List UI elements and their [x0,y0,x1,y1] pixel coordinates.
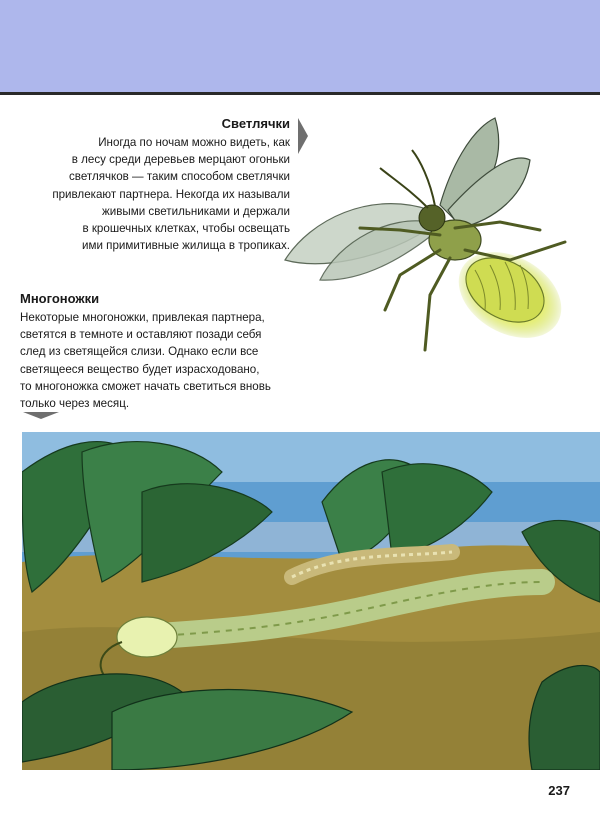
firefly-line: живыми светильниками и держали [102,204,290,218]
millipede-line: Некоторые многоножки, привлекая партнера, [20,311,265,324]
firefly-title: Светлячки [221,116,290,131]
firefly-line: Иногда по ночам можно видеть, как [98,136,290,149]
firefly-line: в крошечных клетках, чтобы освещать [82,222,290,236]
firefly-line: ими примитивные жилища в тропиках. [82,239,290,253]
firefly-section [28,116,290,254]
pointer-down-icon [23,412,59,419]
firefly-illustration [280,110,600,370]
firefly-text [28,134,290,254]
millipede-line: то многоножка сможет начать светиться вновь [20,379,271,393]
firefly-line: светлячков — таким способом светлячки [69,170,290,184]
millipede-text [20,309,300,412]
millipede-line: светящееся вещество будет израсходовано, [20,362,260,376]
millipede-line: след из светящейся слизи. Однако если все [20,345,259,359]
firefly-line: привлекают партнера. Некогда их называли [52,187,290,201]
millipede-section [20,291,300,412]
millipede-line: светятся в темноте и оставляют позади себя [20,328,262,342]
header-band [0,0,600,92]
millipede-line: только через месяц. [20,397,130,411]
millipede-title: Многоножки [20,291,100,306]
header-rule [0,92,600,95]
firefly-line: в лесу среди деревьев мерцают огоньки [71,153,290,167]
millipede-scene-illustration [22,432,600,770]
page-number: 237 [548,783,570,798]
